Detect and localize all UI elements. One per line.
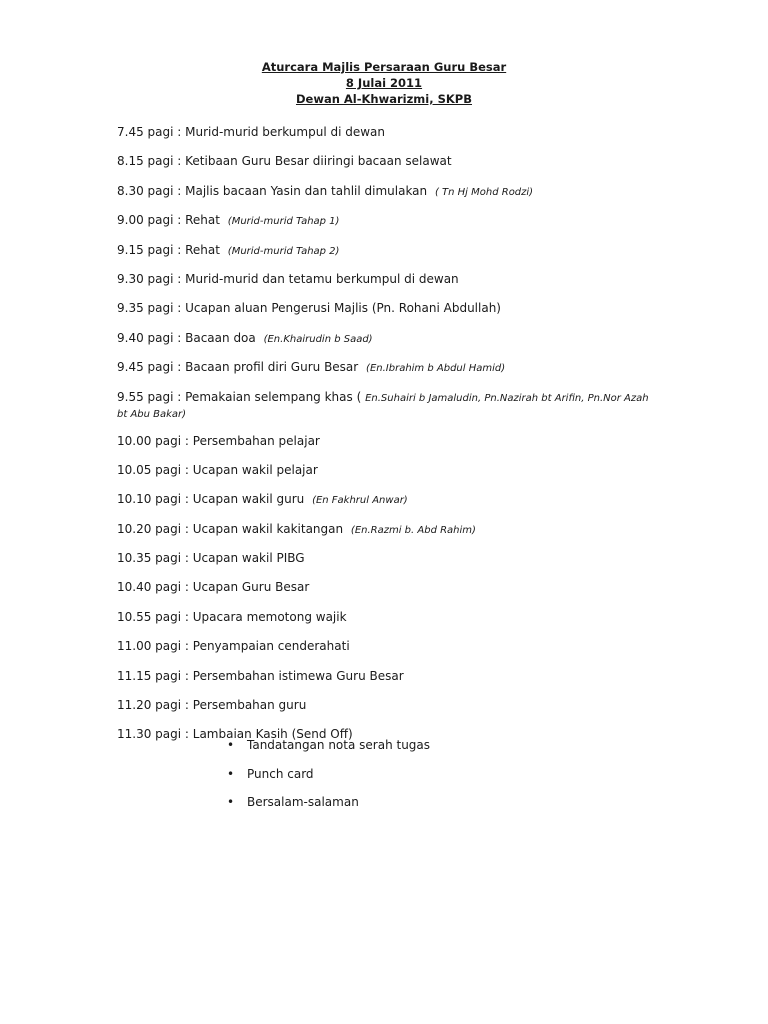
schedule-item: 9.45 pagi : Bacaan profil diri Guru Besar (En.Ibrahim b Abdul Hamid) <box>117 360 506 375</box>
document-header <box>0 59 768 107</box>
bullet-item: • Tandatangan nota serah tugas <box>227 738 431 752</box>
bullet-dot-icon: • <box>227 795 235 809</box>
schedule-item: 9.40 pagi : Bacaan doa (En.Khairudin b Saad) <box>117 330 373 345</box>
schedule-list <box>117 125 657 757</box>
schedule-item: 11.00 pagi : Penyampaian cenderahati <box>117 639 350 654</box>
schedule-item: 8.30 pagi : Majlis bacaan Yasin dan tahlil dimulakan ( Tn Hj Mohd Rodzi) <box>117 183 534 198</box>
document-venue: Dewan Al-Khwarizmi, SKPB <box>295 92 472 106</box>
schedule-item: 9.30 pagi : Murid-murid dan tetamu berkumpul di dewan <box>117 271 459 286</box>
schedule-item: 10.35 pagi : Ucapan wakil PIBG <box>117 551 305 566</box>
schedule-item: 11.30 pagi : Lambaian Kasih (Send Off) <box>117 727 353 742</box>
schedule-item: 8.15 pagi : Ketibaan Guru Besar diiringi bacaan selawat <box>117 154 452 169</box>
schedule-item: 10.05 pagi : Ucapan wakil pelajar <box>117 462 318 477</box>
bullet-item: • Punch card <box>227 766 314 781</box>
schedule-item: 10.00 pagi : Persembahan pelajar <box>117 433 320 448</box>
schedule-item: 9.35 pagi : Ucapan aluan Pengerusi Majlis (Pn. Rohani Abdullah) <box>117 301 501 316</box>
schedule-item: 9.55 pagi : Pemakaian selempang khas ( En.Suhairi b Jamaludin, Pn.Nazirah bt Arifin, Pn.Nor Azah bt Abu Bakar) <box>117 389 649 420</box>
schedule-item: 10.10 pagi : Ucapan wakil guru (En Fakhrul Anwar) <box>117 492 408 507</box>
bullet-dot-icon: • <box>227 738 235 752</box>
document-date: 8 Julai 2011 <box>345 76 423 90</box>
schedule-item: 9.00 pagi : Rehat (Murid-murid Tahap 1) <box>117 213 340 228</box>
bullet-dot-icon: • <box>227 766 235 781</box>
bullet-item: • Bersalam-salaman <box>227 795 359 809</box>
schedule-item: 9.15 pagi : Rehat (Murid-murid Tahap 2) <box>117 242 340 257</box>
schedule-item: 11.15 pagi : Persembahan istimewa Guru Besar <box>117 668 404 683</box>
document-title: Aturcara Majlis Persaraan Guru Besar <box>261 60 507 74</box>
schedule-item: 7.45 pagi : Murid-murid berkumpul di dewan <box>117 125 386 139</box>
send-off-bullet-list <box>227 738 627 824</box>
schedule-item: 11.20 pagi : Persembahan guru <box>117 698 307 713</box>
schedule-item: 10.40 pagi : Ucapan Guru Besar <box>117 580 310 595</box>
schedule-item: 10.20 pagi : Ucapan wakil kakitangan (En.Razmi b. Abd Rahim) <box>117 521 476 536</box>
schedule-item: 10.55 pagi : Upacara memotong wajik <box>117 609 347 624</box>
